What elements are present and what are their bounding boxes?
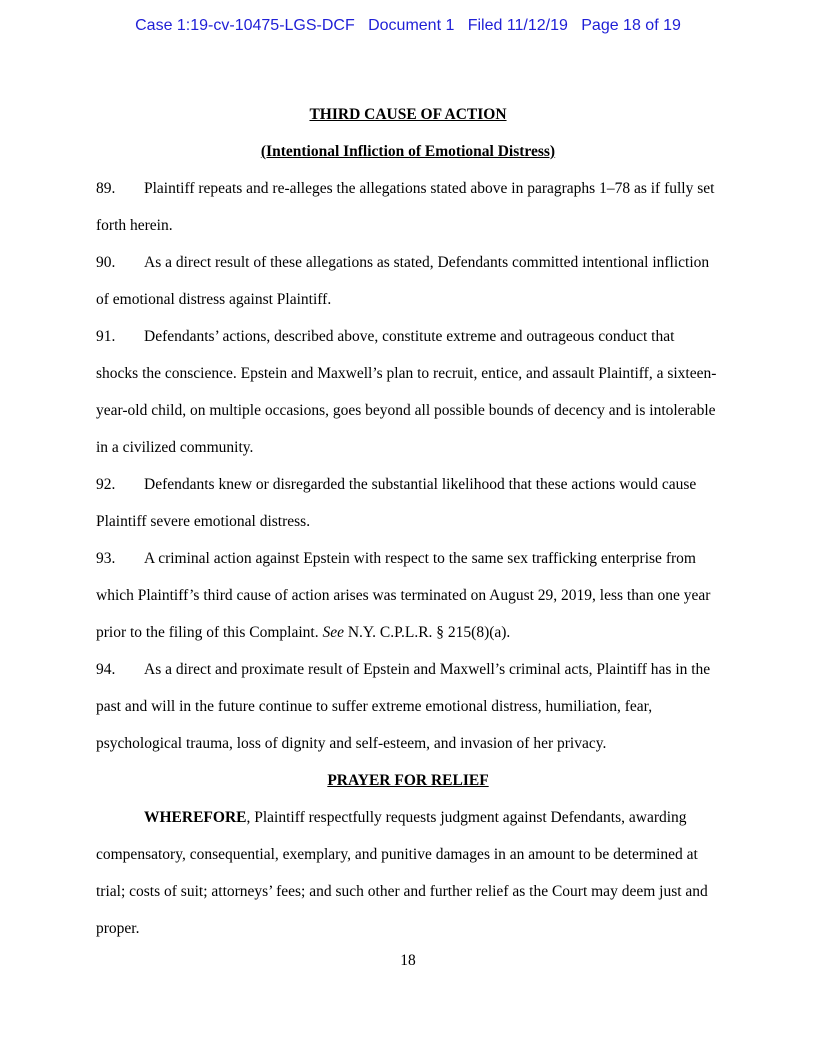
paragraph-89 (96, 170, 720, 244)
paragraph-text: As a direct and proximate result of Epstein and Maxwell’s criminal acts, Plaintiff has in the past and will in the future continue to suffer extreme emotional distress, humiliation, fear, psychological trauma, loss of dignity and self-esteem, and invasion of her privacy. (96, 661, 711, 752)
paragraph-text: Plaintiff repeats and re-alleges the allegations stated above in paragraphs 1–78 as if fully set forth herein. (96, 180, 715, 234)
paragraph-number: 91. (96, 328, 116, 345)
paragraph-number: 93. (96, 550, 116, 567)
citation-signal: See (322, 624, 344, 641)
paragraph-text: As a direct result of these allegations as stated, Defendants committed intentional infliction of emotional distress against Plaintiff. (96, 254, 710, 308)
paragraph-number: 92. (96, 476, 116, 493)
paragraph-text: Defendants knew or disregarded the substantial likelihood that these actions would cause Plaintiff severe emotional distress. (96, 476, 697, 530)
paragraph-90 (96, 244, 720, 318)
section-heading: THIRD CAUSE OF ACTION (309, 106, 507, 123)
section-subheading: (Intentional Infliction of Emotional Distress) (260, 143, 556, 160)
prayer-paragraph (96, 799, 720, 947)
case-header-stamp: Case 1:19-cv-10475-LGS-DCF Document 1 Filed 11/12/19 Page 18 of 19 (135, 17, 681, 34)
prayer-lead: WHEREFORE (144, 809, 247, 826)
paragraph-92 (96, 466, 720, 540)
paragraph-93 (96, 540, 720, 651)
paragraph-text: Defendants’ actions, described above, constitute extreme and outrageous conduct that shocks the conscience. Epstein and Maxwell’s plan to recruit, entice, and assault Plaintiff, a sixteen-year-old child, on multiple occasions, goes beyond all possible bounds of decency and is intolerable in a civilized community. (96, 328, 717, 456)
paragraph-number: 89. (96, 180, 116, 197)
paragraph-text: A criminal action against Epstein with respect to the same sex trafficking enterprise from which Plaintiff’s third cause of action arises was terminated on August 29, 2019, less than one year prior to the filing of this Complaint. (96, 550, 711, 641)
prayer-text: , Plaintiff respectfully requests judgment against Defendants, awarding compensatory, consequential, exemplary, and punitive damages in an amount to be determined at trial; costs of suit; attorneys’ fees; and such other and further relief as the Court may deem just and proper. (96, 809, 708, 937)
paragraph-number: 90. (96, 254, 116, 271)
citation-text: N.Y. C.P.L.R. § 215(8)(a). (343, 624, 511, 641)
paragraph-91 (96, 318, 720, 466)
document-body (96, 96, 720, 947)
paragraph-94 (96, 651, 720, 762)
page-number: 18 (400, 952, 416, 969)
prayer-heading: PRAYER FOR RELIEF (327, 772, 489, 789)
paragraph-number: 94. (96, 661, 116, 678)
